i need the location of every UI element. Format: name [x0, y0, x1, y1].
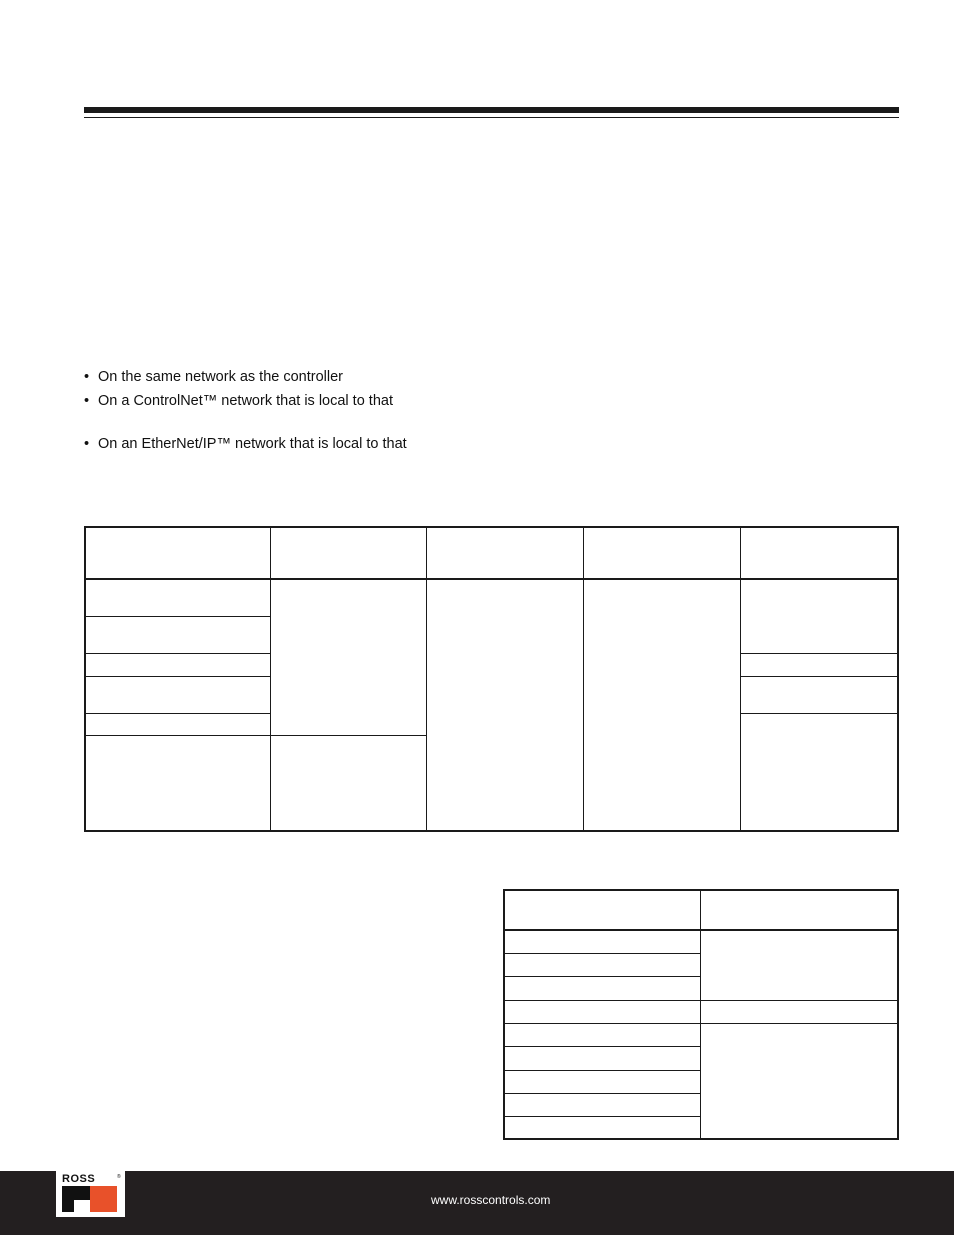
table-2-row-divider: [504, 1046, 700, 1047]
table-2-row-divider: [504, 1000, 898, 1001]
table-1-col-divider: [583, 527, 584, 831]
table-1-row-divider: [85, 713, 270, 714]
table-1-row-divider: [85, 735, 427, 736]
table-1-col-divider: [426, 527, 427, 831]
table-1-frame: [84, 526, 899, 832]
header-rule-thick: [84, 107, 899, 113]
footer-url-link[interactable]: www.rosscontrols.com: [431, 1193, 551, 1207]
table-1-col-divider: [270, 527, 271, 831]
table-2-header-divider: [504, 929, 898, 931]
table-2-row-divider: [504, 1070, 700, 1071]
bullet-text: On a ControlNet™ network that is local to that: [98, 393, 393, 409]
table-1-header-divider: [85, 578, 898, 580]
logo-orange-block: [90, 1186, 117, 1212]
table-1-row-divider: [85, 616, 270, 617]
table-2-row-divider: [504, 953, 700, 954]
bullet-dot-icon: •: [84, 436, 90, 452]
table-1-row-divider: [741, 713, 898, 714]
table-2-col-divider: [700, 890, 701, 1139]
table-2-row-divider: [504, 1093, 700, 1094]
table-2-row-divider: [504, 1116, 700, 1117]
table-1-row-divider: [85, 676, 270, 677]
logo-notch: [74, 1200, 90, 1212]
logo-wordmark: ROSS: [62, 1173, 96, 1185]
logo-registered-mark: ®: [117, 1174, 121, 1180]
bullet-dot-icon: •: [84, 369, 90, 385]
table-2-row-divider: [504, 976, 700, 977]
bullet-dot-icon: •: [84, 393, 90, 409]
table-2-frame: [503, 889, 899, 1140]
table-1-col-divider: [740, 527, 741, 831]
bullet-text: On the same network as the controller: [98, 369, 344, 385]
table-1-row-divider: [741, 676, 898, 677]
table-1-row-divider: [85, 653, 270, 654]
bullet-text: On an EtherNet/IP™ network that is local to that: [98, 436, 407, 452]
table-2-row-divider: [504, 1023, 898, 1024]
table-1-row-divider: [741, 653, 898, 654]
ross-logo: [56, 1171, 125, 1217]
header-rule-thin: [84, 117, 899, 118]
